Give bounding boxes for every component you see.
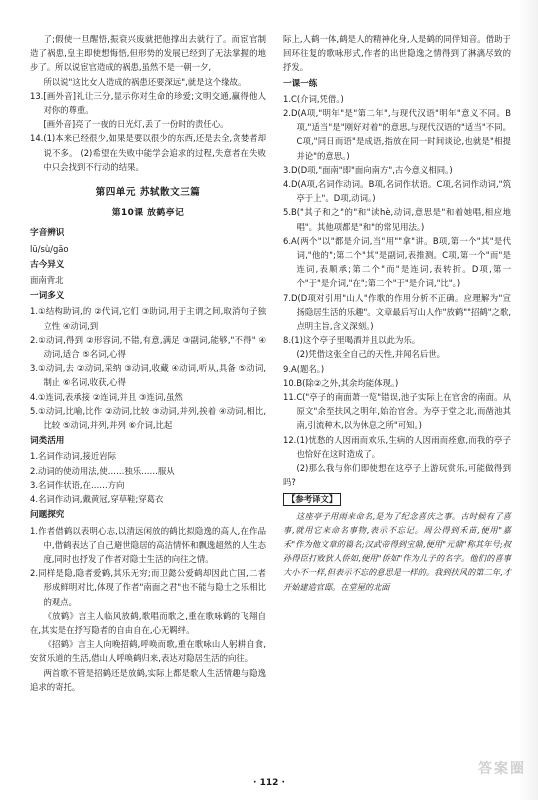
answer-item: 12.(1)忧愁的人因雨而欢乐,生病的人因雨而痊愈,而我的亭子也恰好在这时造成了。 [283,434,511,459]
section-heading-ancient-modern: 古今异义 [30,259,65,270]
section-heading-word-class: 词类活用 [30,436,65,447]
lesson-title: 第10课 放鹤亭记 [111,208,185,219]
reference-translation-text: 这座亭子用雨来命名,是为了纪念喜庆之事。古时候有了喜事,就用它来命名事物,表示不忘记。周公得到禾苗,便用"嘉禾"作为他文章的篇名;汉武帝得到宝鼎,便用"元鼎"称其年号;叔孙得臣打败狄人侨如,便用"侨如"作为儿子的名字。他们的喜事大小不一样,但表示不忘的意思是一样的。我到扶风的第二年,才开始建造官邸。在堂屋的北面 [283,510,511,592]
right-column [283,32,511,594]
answer-item: 1.C(介词,凭借。) [283,93,344,104]
reference-translation-heading: 【参考译文】 [283,493,341,506]
page-edge-shadow [518,0,538,800]
section-line: 1.名词作动词,接近岩际 [30,451,117,462]
answer-item: 2.D(A项,"明年"是"第二年",与现代汉语"明年"意义不同。B项,"适当"是"刚好对着"的意思,与现代汉语的"适当"不同。C项,"同日而语"是成语,指放在同一时间谈论,也就是"相提并论"的意思。) [283,108,511,161]
paragraph: 了;假使一旦醒悟,振衰兴废就把他撑出去就行了。而宦官制造了祸患,皇主即使想悔悟,但形势的发展已经到了无法掌握的地步了。所以说宦官造成的祸患,虽然不是一朝一夕, [30,34,266,73]
watermark: 答案圈 [478,761,526,777]
answer-item: 11.C("亭子的南面萧一览"错误,池子实际上在官舍的南面。从原文"余至扶风之明年,始治官舍。为亭于堂之北,而凿池其南,引流种木,以为休息之所"可知。) [283,392,511,431]
answer-item: 14.(1)本来已经很少,如果是要以很少的东西,还是去全,贪婪者却说不多。 (2)希望在失败中能学会追求的过程,失意者在失败中只会找到不行动的结果。 [30,133,266,172]
answer-item: 8.(1)这个亭子里喝酒并且以此为乐。 [283,335,421,346]
section-line: 3.名词作状语,在……方向 [30,479,125,490]
paragraph: 所以说"这比女人造成的祸患还要深远",就是这个缘故。 [43,76,247,87]
section-line: 《放鹤》言主人临风放鹤,歌唱而歌之,重在歌咏鹤的飞翔自在,其实是在抒写隐者的自由自在,心无羁绊。 [30,610,266,635]
section-heading-polysemy: 一词多义 [30,291,65,302]
answer-item: 9.A(题名。) [283,363,325,374]
section-line: 5.①动词,比喻,比作 ②动词,比较 ③动词,并列,挨着 ④动词,相比,比较 ⑤动词,并列,并列 ⑥介词,比起 [30,405,266,431]
section-line: 4.①连词,表承接 ②连词,并且 ③连词,虽然 [30,391,183,402]
section-line: 4.名词作动词,戴黄冠,穿草鞋;穿葛衣 [30,494,164,505]
paragraph: 际上,人鹤一体,鹤是人的精神化身,人是鹤的同伴知音。借助于回环往复的歌咏形式,作者的出世隐逸之情得到了淋漓尽致的抒发。 [283,34,511,73]
answer-item: [画外音]亮了一夜的日光灯,丢了一份时的责任心。 [43,119,229,130]
answer-item: 3.D(D项,"面南"即"面向南方",古今意义相同。) [283,164,453,175]
section-line: lü/sù/gāo [30,243,69,254]
section-heading-inquiry: 问题探究 [30,510,65,521]
section-heading-pronunciation: 字音辨识 [30,228,65,239]
answer-item: 7.D(D项对引用"山人"作歌的作用分析不正确。应理解为"宣扬隐居生活的乐趣"。文章最后写山人作"放鹤""招鹤"之歌,点明主旨,含义深刻。) [283,292,511,332]
section-line: 3.①动词,去 ②动词,采纳 ③动词,收藏 ④动词,听从,具备 ⑤动词,制止 ⑥名词,收获,心得 [30,363,266,388]
section-line: 2.①动词,得到 ②形容词,不错,有意,满足 ③副词,能够,"不得" ④动词,适合 ⑤名词,心得 [30,334,266,360]
unit-title: 第四单元 苏轼散文三篇 [95,187,201,199]
section-line: 面南背北 [30,275,64,286]
answer-item: 5.B("其子和之"的"和"读hè,动词,意思是"和着她唱,相应地唱"。其他项都是"和"的常见用法。) [283,207,511,232]
page-number: · 112 · [253,778,285,788]
answer-item: (2)凭借这张全自己的天性,并闻名后世。 [296,349,445,360]
section-line: 2.同样是隐,隐者爱鹤,其乐无穷;而卫懿公爱鹤却因此亡国,二者形成鲜明对比,体现了作者"南面之君"也不能与隐士之乐相比的观点。 [30,568,266,607]
section-line: 《招鹤》言主人向晚招鹤,呼唤而歌,重在歌咏山人躬耕自食,安贫乐道的生活,借山人呼唤鹤归来,表达对隐居生活的向往。 [30,639,266,664]
section-line: 2.动词的使动用法,使……独乐……服从 [30,465,175,476]
answer-item: 13.[画外音]礼让三分,显示你对生命的珍爱;文明交通,赢得他人对你的尊重。 [30,90,266,116]
section-line: 两首歌不管是招鹤还是放鹤,实际上都是歌人生活情趣与隐逸追求的寄托。 [30,667,266,692]
section-line: 1.作者借鹤以表明心志,以清远闲放的鹤比拟隐逸的高人,在作品中,借鹤表达了自己避世隐居的高洁情怀和飘逸超然的人生态度,同时也抒发了作者对隐士生活的向往之情。 [30,525,266,564]
answer-item: 6.A(两个"以"都是介词,当"用""拿"讲。B项,第一个"其"是代词,"他的";第二个"其"是副词,表推测。C项,第一个"而"是连词,表顺承;第二个"而"是连词,表转折。D项,第一个"于"是介词,"在";第二个"于"是介词,"比"。) [283,235,511,289]
section-line: 1.①结构助词,的 ②代词,它们 ③助词,用于主谓之间,取消句子独立性 ④动词,到 [30,306,266,331]
answer-item: (2)那么我与你们即使想在这亭子上游玩赏乐,可能做得到吗? [283,463,511,488]
section-heading-practice: 一课一练 [283,78,318,89]
answer-item: 4.D(A项,名词作动词。B项,名词作状语。C项,名词作动词,"筑亭于上"。D项,动词。) [283,179,511,204]
left-column [30,32,266,694]
answer-item: 10.B(除②之外,其余均能体现。) [283,377,399,388]
